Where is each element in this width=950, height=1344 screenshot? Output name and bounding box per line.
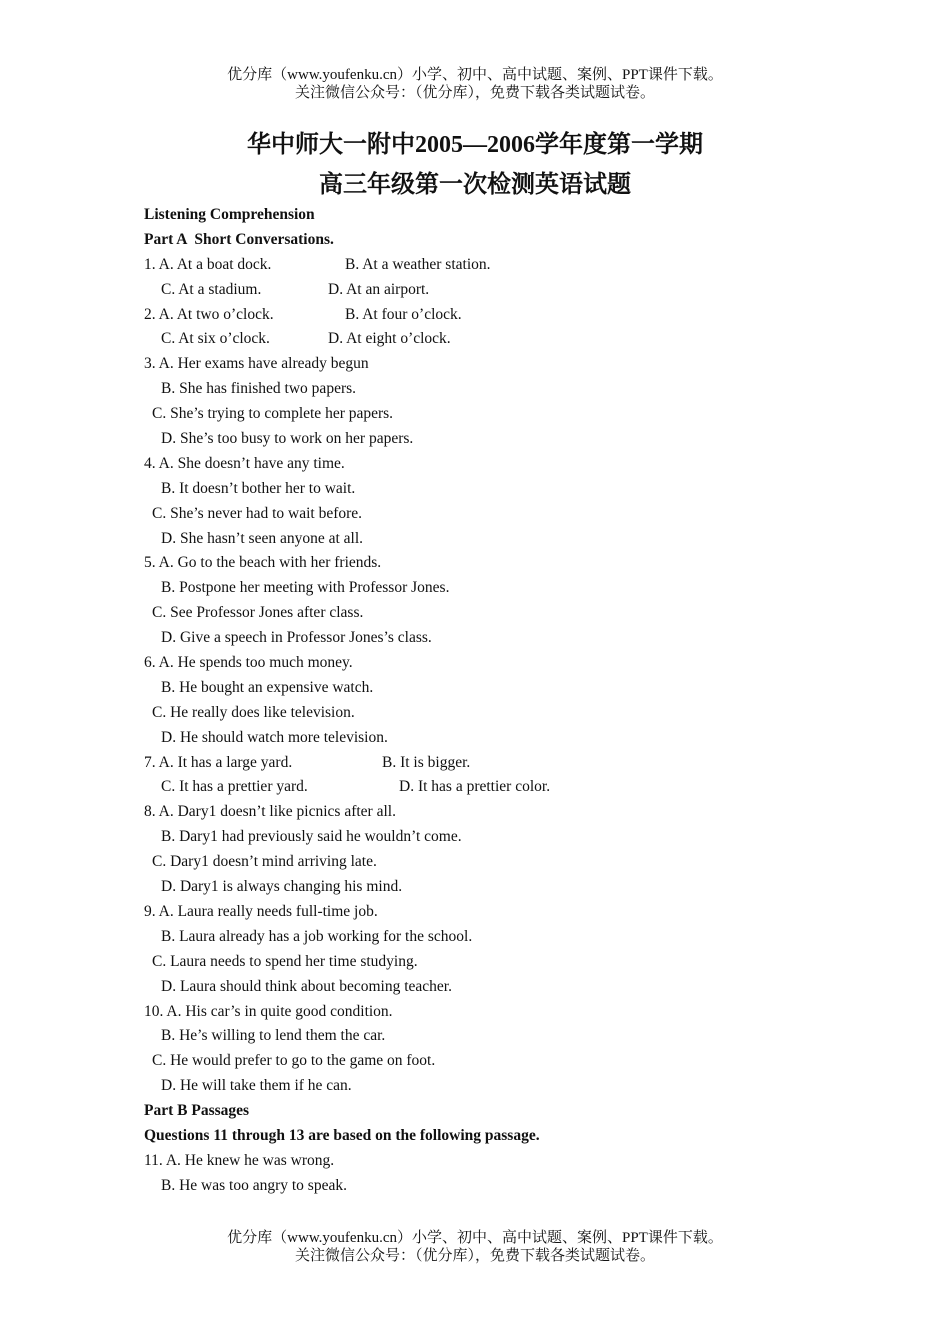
header-line-2: 关注微信公众号：（优分库），免费下载各类试题试卷。	[294, 85, 655, 101]
q3-option-b: B. She has finished two papers.	[161, 380, 357, 398]
q4-option-c: C. She’s never had to wait before.	[152, 504, 363, 522]
q1-option-d: D. At an airport.	[328, 280, 430, 298]
q2-option-d: D. At eight o’clock.	[328, 330, 451, 348]
q9-option-a: 9. A. Laura really needs full-time job.	[144, 902, 378, 920]
q9-option-b: B. Laura already has a job working for the school.	[161, 927, 473, 945]
q8-option-d: D. Dary1 is always changing his mind.	[161, 878, 403, 896]
question-7-row-1	[144, 751, 844, 776]
page-header	[0, 66, 950, 102]
exam-title-line-2: 高三年级第一次检测英语试题	[319, 172, 631, 198]
q8-option-a: 8. A. Dary1 doesn’t like picnics after all.	[144, 803, 396, 821]
q7-option-c: C. It has a prettier yard.	[161, 778, 308, 796]
page-footer	[0, 1229, 950, 1265]
q4-option-a: 4. A. She doesn’t have any time.	[144, 454, 345, 472]
question-7-row-2	[144, 775, 844, 800]
q2-option-b: B. At four o’clock.	[345, 305, 462, 323]
q6-option-c: C. He really does like television.	[152, 703, 355, 721]
header-line-1: 优分库（www.youfenku.cn）小学、初中、高中试题、案例、PPT课件下载。	[227, 67, 723, 83]
part-b-heading: Part B Passages	[144, 1102, 250, 1120]
exam-body	[144, 203, 844, 1199]
q10-option-b: B. He’s willing to lend them the car.	[161, 1027, 386, 1045]
question-1-row-2	[144, 278, 844, 303]
q11-option-a: 11. A. He knew he was wrong.	[144, 1151, 335, 1169]
q8-option-b: B. Dary1 had previously said he wouldn’t come.	[161, 828, 462, 846]
q9-option-c: C. Laura needs to spend her time studying.	[152, 952, 418, 970]
footer-line-2: 关注微信公众号：（优分库），免费下载各类试题试卷。	[294, 1248, 655, 1264]
q10-option-a: 10. A. His car’s in quite good condition.	[144, 1002, 393, 1020]
q7-option-b: B. It is bigger.	[382, 753, 471, 771]
part-b-intro: Questions 11 through 13 are based on the following passage.	[144, 1126, 540, 1144]
q5-option-c: C. See Professor Jones after class.	[152, 604, 364, 622]
part-a-heading: Part A Short Conversations.	[144, 230, 334, 248]
question-2-row-2	[144, 327, 844, 352]
q6-option-d: D. He should watch more television.	[161, 728, 388, 746]
exam-title-line-1: 华中师大一附中2005—2006学年度第一学期	[247, 132, 703, 158]
q6-option-b: B. He bought an expensive watch.	[161, 678, 374, 696]
q9-option-d: D. Laura should think about becoming teacher.	[161, 977, 452, 995]
q11-option-b: B. He was too angry to speak.	[161, 1176, 347, 1194]
q10-option-c: C. He would prefer to go to the game on foot.	[152, 1052, 436, 1070]
q3-option-a: 3. A. Her exams have already begun	[144, 355, 369, 373]
q3-option-d: D. She’s too busy to work on her papers.	[161, 430, 414, 448]
q4-option-d: D. She hasn’t seen anyone at all.	[161, 529, 364, 547]
question-1-row-1	[144, 253, 844, 278]
q4-option-b: B. It doesn’t bother her to wait.	[161, 479, 356, 497]
q2-option-c: C. At six o’clock.	[161, 330, 270, 348]
q10-option-d: D. He will take them if he can.	[161, 1077, 352, 1095]
q2-option-a: 2. A. At two o’clock.	[144, 305, 274, 323]
q7-option-a: 7. A. It has a large yard.	[144, 753, 293, 771]
q5-option-a: 5. A. Go to the beach with her friends.	[144, 554, 382, 572]
q5-option-b: B. Postpone her meeting with Professor Jones.	[161, 579, 450, 597]
q3-option-c: C. She’s trying to complete her papers.	[152, 405, 394, 423]
q1-option-a: 1. A. At a boat dock.	[144, 255, 272, 273]
question-2-row-1	[144, 303, 844, 328]
q6-option-a: 6. A. He spends too much money.	[144, 654, 353, 672]
q1-option-b: B. At a weather station.	[345, 255, 491, 273]
q1-option-c: C. At a stadium.	[161, 280, 262, 298]
q8-option-c: C. Dary1 doesn’t mind arriving late.	[152, 853, 377, 871]
q7-option-d: D. It has a prettier color.	[399, 778, 551, 796]
section-heading: Listening Comprehension	[144, 206, 315, 223]
footer-line-1: 优分库（www.youfenku.cn）小学、初中、高中试题、案例、PPT课件下载。	[227, 1230, 723, 1246]
q5-option-d: D. Give a speech in Professor Jones’s class.	[161, 629, 432, 647]
